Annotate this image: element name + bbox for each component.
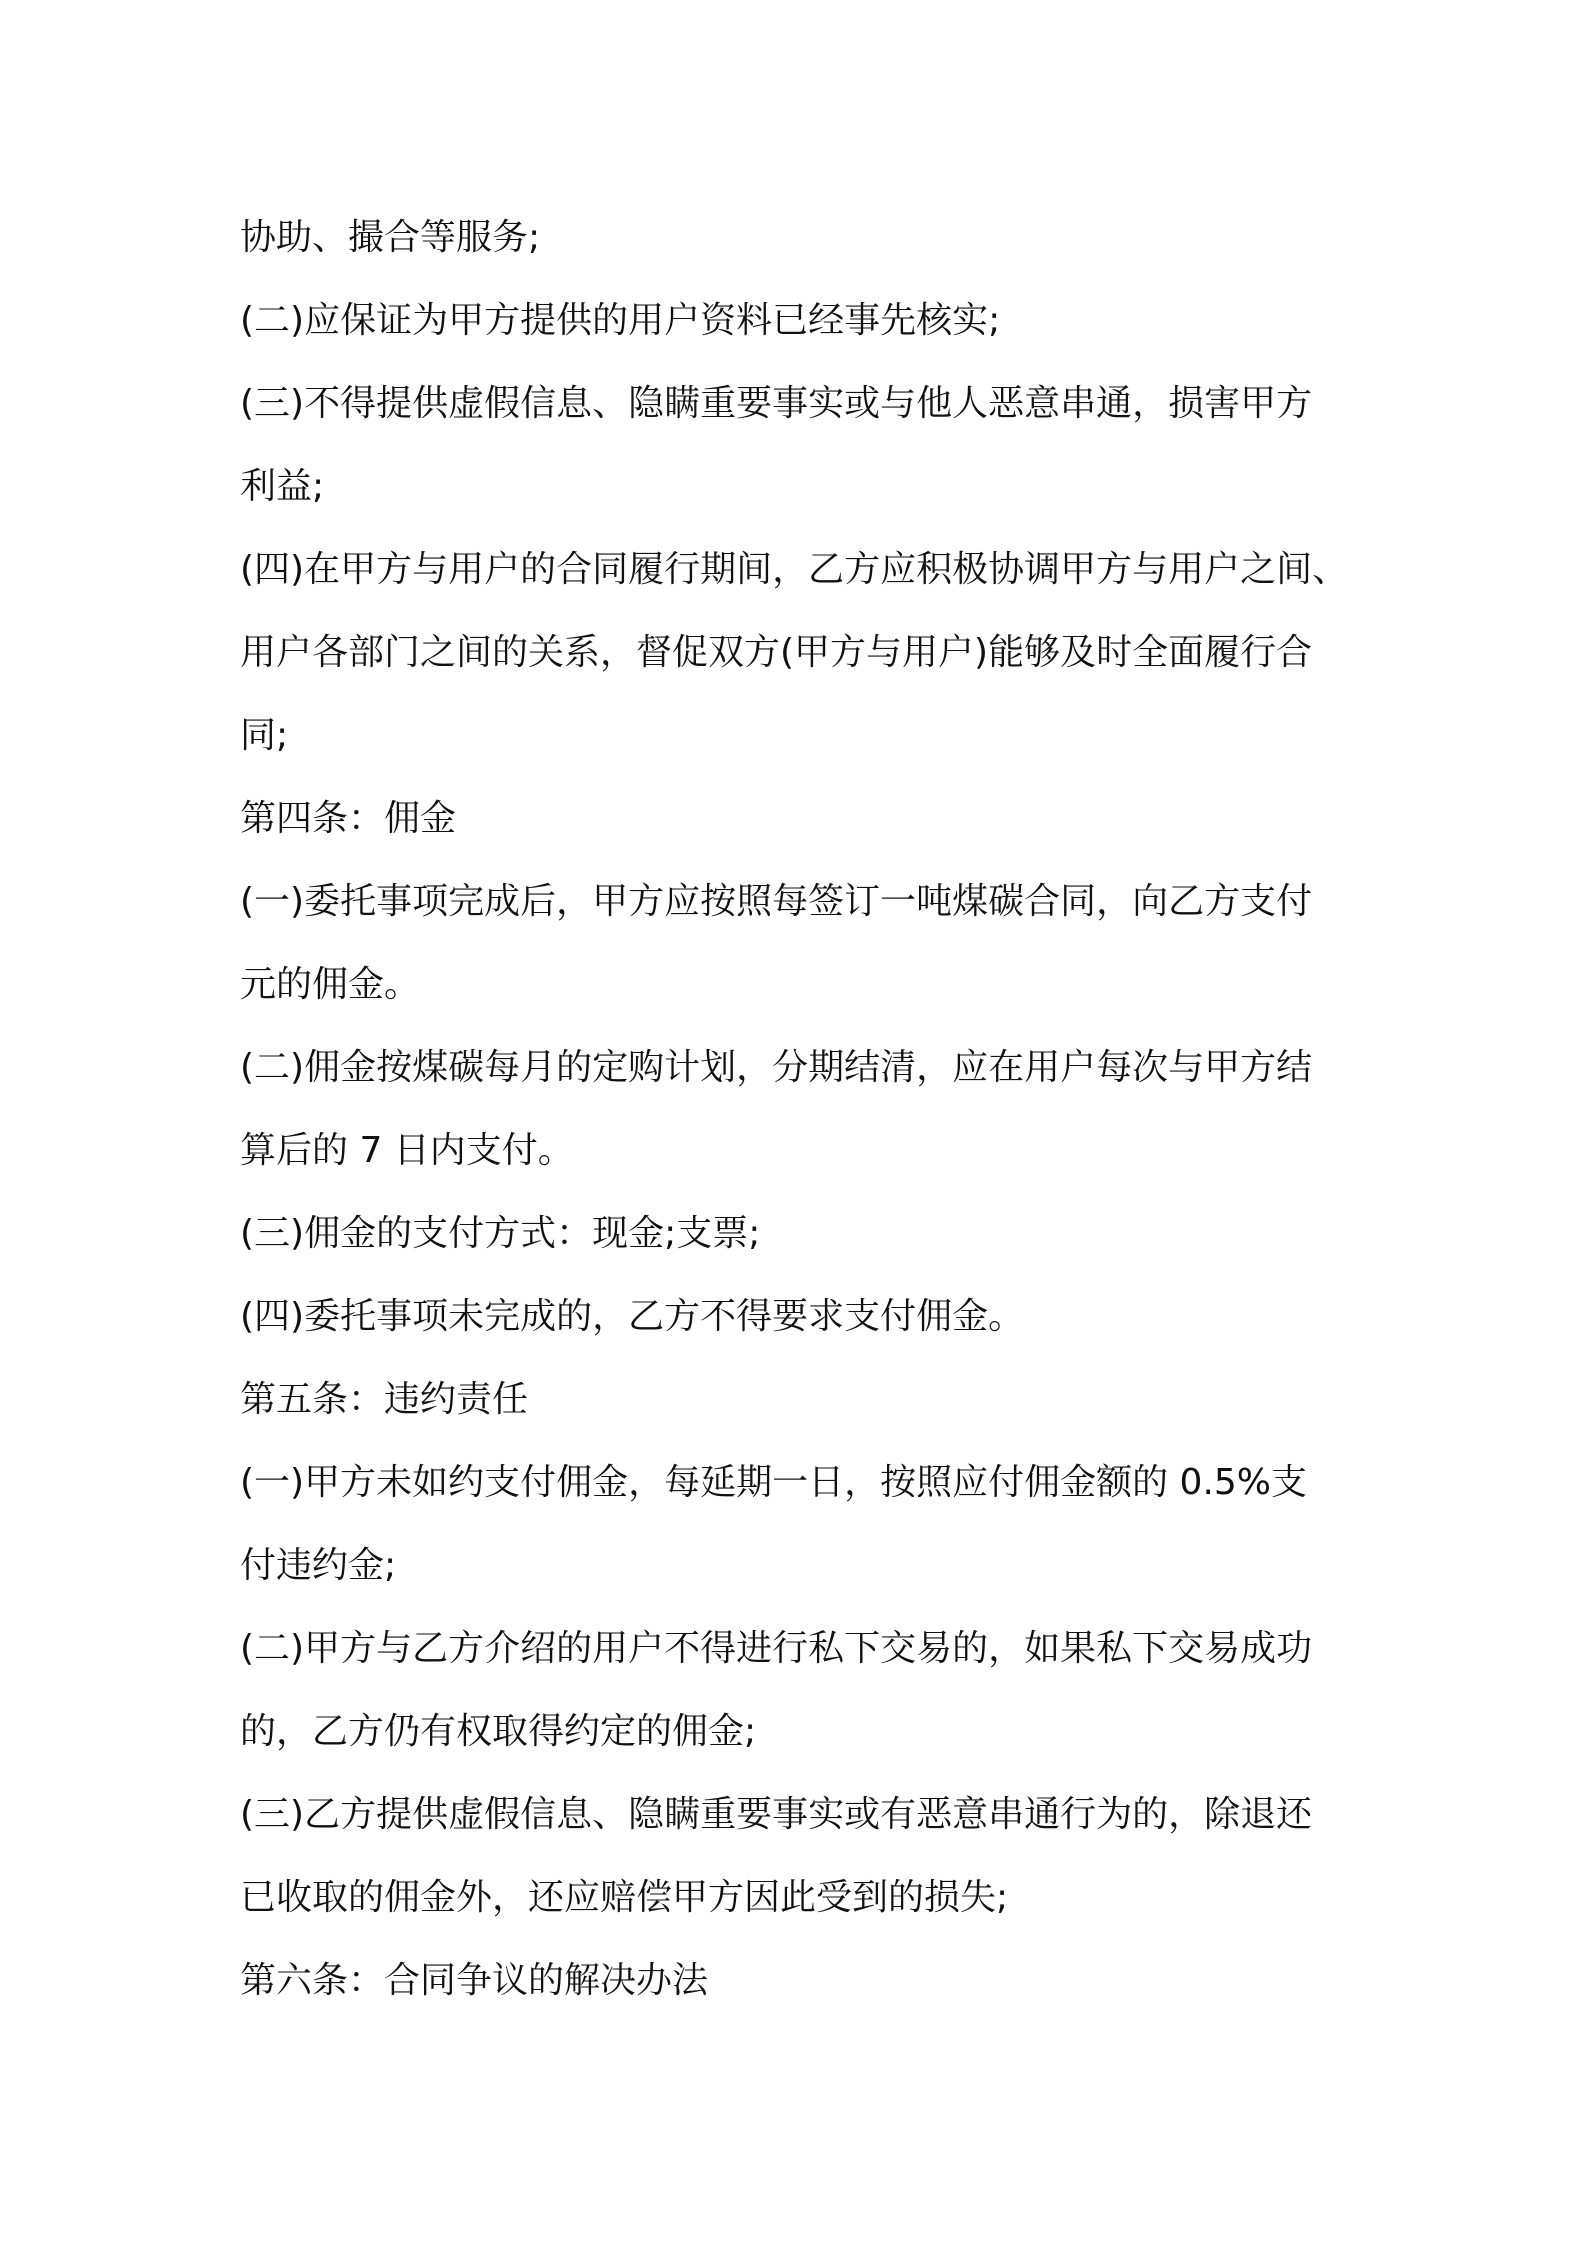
text-line: 协助、撮合等服务; — [240, 217, 541, 258]
text-line: 的，乙方仍有权取得约定的佣金; — [240, 1711, 757, 1752]
text-line: 元的佣金。 — [240, 964, 421, 1005]
document-body — [240, 196, 1380, 2022]
text-line: (四)在甲方与用户的合同履行期间，乙方应积极协调甲方与用户之间、 — [240, 549, 1349, 590]
text-line: (一)委托事项完成后，甲方应按照每签订一吨煤碳合同，向乙方支付 — [240, 881, 1313, 922]
text-line: 付违约金; — [240, 1545, 397, 1586]
text-line: (三)佣金的支付方式：现金;支票; — [240, 1213, 761, 1254]
text-line: 用户各部门之间的关系，督促双方(甲方与用户)能够及时全面履行合 — [240, 632, 1313, 673]
text-line: (二)佣金按煤碳每月的定购计划，分期结清，应在用户每次与甲方结 — [240, 1047, 1313, 1088]
text-line: 利益; — [240, 466, 325, 507]
section-heading: 第五条：违约责任 — [240, 1379, 529, 1420]
text-line: 已收取的佣金外，还应赔偿甲方因此受到的损失; — [240, 1877, 1009, 1918]
section-heading: 第四条：佣金 — [240, 798, 457, 839]
text-line: (四)委托事项未完成的，乙方不得要求支付佣金。 — [240, 1296, 1025, 1337]
text-line: (三)乙方提供虚假信息、隐瞒重要事实或有恶意串通行为的，除退还 — [240, 1794, 1313, 1835]
text-line: 同; — [240, 715, 289, 756]
text-line: (三)不得提供虚假信息、隐瞒重要事实或与他人恶意串通，损害甲方 — [240, 383, 1313, 424]
section-heading: 第六条：合同争议的解决办法 — [240, 1960, 709, 2001]
text-line: (一)甲方未如约支付佣金，每延期一日，按照应付佣金额的 0.5%支 — [240, 1462, 1307, 1503]
text-line: (二)甲方与乙方介绍的用户不得进行私下交易的，如果私下交易成功 — [240, 1628, 1313, 1669]
text-line: 算后的 7 日内支付。 — [240, 1130, 574, 1171]
text-line: (二)应保证为甲方提供的用户资料已经事先核实; — [240, 300, 1001, 341]
